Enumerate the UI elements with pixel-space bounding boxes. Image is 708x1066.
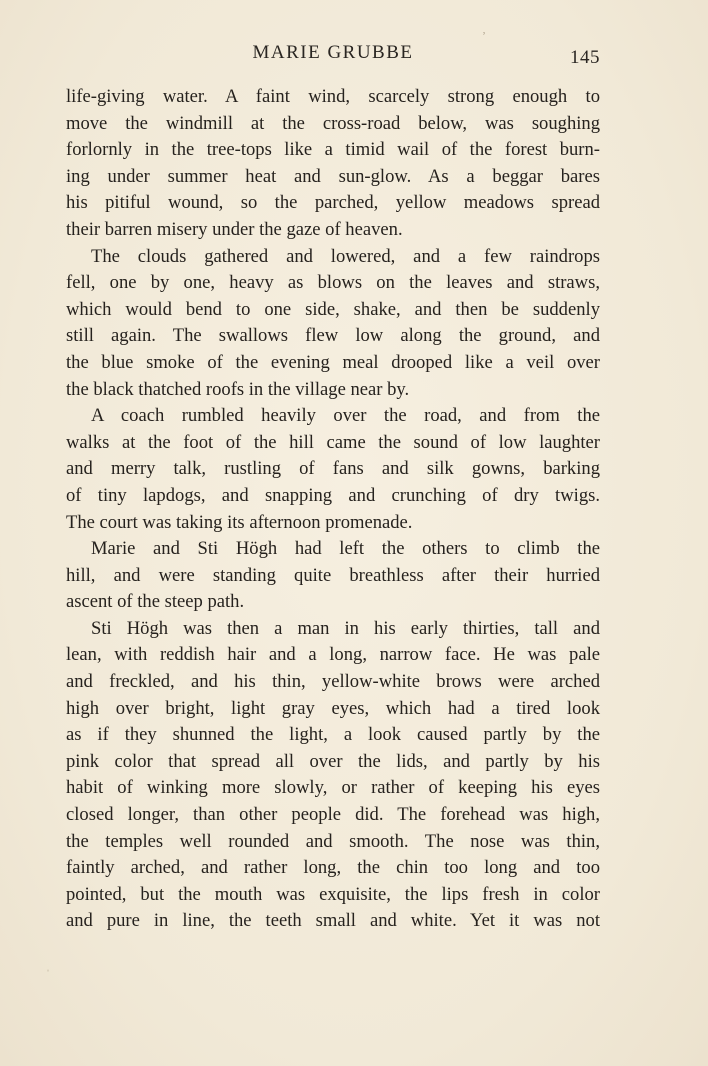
text-line: life-giving water. A faint wind, scarcely strong enough to — [66, 86, 600, 107]
paragraph — [66, 616, 600, 935]
text-line: fell, one by one, heavy as blows on the leaves and straws, — [66, 272, 600, 294]
text-line: Marie and Sti Högh had left the others to climb the — [91, 538, 600, 560]
text-line: The clouds gathered and lowered, and a few raindrops — [91, 245, 600, 267]
text-line: forlornly in the tree-tops like a timid wail of the forest burn- — [66, 139, 600, 161]
text-line: high over bright, light gray eyes, which had a tired look — [66, 697, 600, 719]
text-line: the temples well rounded and smooth. The nose was thin, — [66, 830, 600, 852]
text-line: lean, with reddish hair and a long, narrow face. He was pale — [66, 644, 600, 666]
text-line: Sti Högh was then a man in his early thirties, tall and — [91, 617, 600, 639]
text-line: and merry talk, rustling of fans and silk gowns, barking — [66, 458, 600, 480]
text-line: walks at the foot of the hill came the sound of low laughter — [66, 431, 600, 453]
text-line: and pure in line, the teeth small and white. Yet it was not — [66, 910, 600, 932]
text-line: closed longer, than other people did. The forehead was high, — [66, 804, 600, 826]
page-speck: ‚ — [482, 22, 486, 36]
text-line: faintly arched, and rather long, the chin too long and too — [66, 857, 600, 879]
text-line: the blue smoke of the evening meal drooped like a veil over — [66, 351, 600, 373]
text-line: move the windmill at the cross-road below, was soughing — [66, 112, 600, 134]
text-line: his pitiful wound, so the parched, yellow meadows spread — [66, 192, 600, 214]
text-line: of tiny lapdogs, and snapping and crunching of dry twigs. — [66, 484, 600, 506]
running-head — [66, 40, 600, 68]
text-line: hill, and were standing quite breathless after their hurried — [66, 564, 600, 586]
text-line: which would bend to one side, shake, and then be suddenly — [66, 298, 600, 320]
body-text — [66, 84, 600, 935]
paragraph — [66, 536, 600, 616]
page-number: 145 — [570, 47, 600, 68]
text-line: and freckled, and his thin, yellow-white brows were arched — [66, 671, 600, 693]
text-line: pointed, but the mouth was exquisite, the lips fresh in color — [66, 883, 600, 905]
text-line: ascent of the steep path. — [66, 591, 245, 613]
text-line: habit of winking more slowly, or rather of keeping his eyes — [66, 777, 600, 799]
page-speck: ˌ — [46, 958, 50, 972]
text-line: ing under summer heat and sun-glow. As a beggar bares — [66, 165, 600, 187]
text-line: their barren misery under the gaze of heaven. — [66, 218, 403, 240]
text-line: A coach rumbled heavily over the road, and from the — [91, 405, 600, 427]
text-line: still again. The swallows flew low along the ground, and — [66, 325, 600, 347]
paragraph — [66, 244, 600, 404]
running-title: MARIE GRUBBE — [252, 42, 414, 63]
text-line: as if they shunned the light, a look caused partly by the — [66, 724, 600, 746]
paragraph — [66, 84, 600, 244]
text-line: The court was taking its afternoon promenade. — [66, 511, 413, 533]
paragraph — [66, 403, 600, 536]
text-line: the black thatched roofs in the village near by. — [66, 378, 410, 400]
text-line: pink color that spread all over the lids, and partly by his — [66, 750, 600, 772]
